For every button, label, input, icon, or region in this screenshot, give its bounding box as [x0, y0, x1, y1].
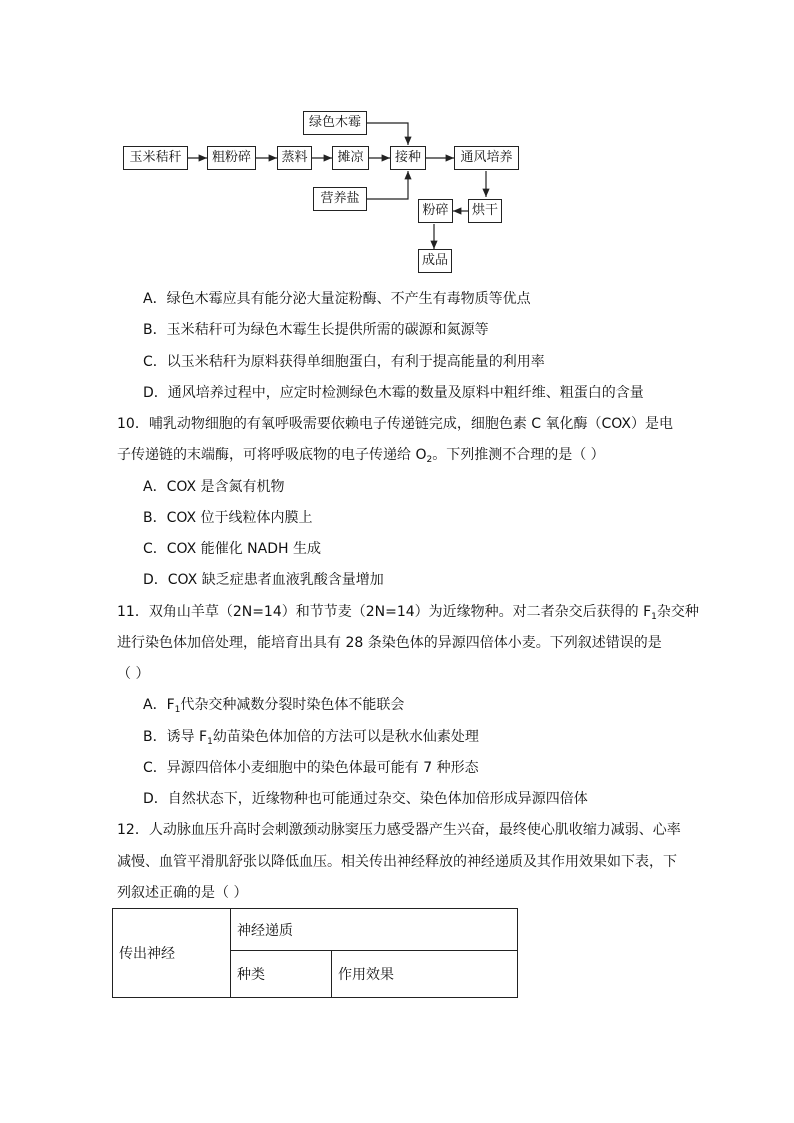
- q9-option-c: C．以玉米秸秆为原料获得单细胞蛋白，有利于提高能量的利用率: [143, 354, 545, 370]
- flow-node-corn-straw: 玉米秸秆: [123, 146, 188, 170]
- flow-node-nutrient-salt: 营养盐: [313, 187, 367, 211]
- flow-node-inoculate: 接种: [390, 146, 426, 170]
- flowchart-arrows: [0, 0, 794, 290]
- q12-stem-line1: 12．人动脉血压升高时会刺激颈动脉窦压力感受器产生兴奋，最终使心肌收缩力减弱、心率: [117, 822, 681, 838]
- q9-option-d: D．通风培养过程中，应定时检测绿色木霉的数量及原料中粗纤维、粗蛋白的含量: [143, 385, 644, 401]
- q10-option-d: D．COX 缺乏症患者血液乳酸含量增加: [143, 572, 384, 588]
- q10-option-a: A．COX 是含氮有机物: [143, 479, 285, 495]
- flow-node-trichoderma: 绿色木霉: [303, 111, 367, 135]
- q12-stem-line2: 减慢、血管平滑肌舒张以降低血压。相关传出神经释放的神经递质及其作用效果如下表，下: [117, 854, 677, 870]
- table-header-effect: 作用效果: [332, 951, 518, 998]
- q11-option-c: C．异源四倍体小麦细胞中的染色体最可能有 7 种形态: [143, 760, 479, 776]
- q11-option-d: D．自然状态下，近缘物种也可能通过杂交、染色体加倍形成异源四倍体: [143, 791, 588, 807]
- q11-option-a: A．$F_1$代杂交种减数分裂时染色体不能联会: [143, 697, 405, 715]
- flow-node-grind: 粉碎: [418, 199, 453, 223]
- q11-stem-line2: 进行染色体加倍处理，能培育出具有 28 条染色体的异源四倍体小麦。下列叙述错误的是: [117, 635, 662, 651]
- flow-node-spread-cool: 摊凉: [332, 146, 369, 170]
- flow-node-aerated-culture: 通风培养: [454, 146, 519, 170]
- q10-stem-line2: 子传递链的末端酶，可将呼吸底物的电子传递给 $O_2$。下列推测不合理的是（ ）: [117, 447, 605, 465]
- q11-option-b: B．诱导 $F_1$幼苗染色体加倍的方法可以是秋水仙素处理: [143, 729, 479, 747]
- q9-option-b: B．玉米秸秆可为绿色木霉生长提供所需的碳源和氮源等: [143, 322, 489, 338]
- flow-node-product: 成品: [418, 249, 452, 273]
- table-header-neurotransmitter: 神经递质: [231, 909, 518, 951]
- table-header-efferent-nerve: 传出神经: [113, 909, 231, 998]
- flow-node-steam: 蒸料: [277, 146, 312, 170]
- flow-node-dry: 烘干: [468, 199, 502, 223]
- q10-option-b: B．COX 位于线粒体内膜上: [143, 510, 313, 526]
- table-header-type: 种类: [231, 951, 332, 998]
- neurotransmitter-table: [112, 908, 518, 998]
- flow-node-coarse-crush: 粗粉碎: [207, 146, 256, 170]
- q11-stem-line1: 11．双角山羊草（2N=14）和节节麦（2N=14）为近缘物种。对二者杂交后获得的 $F_1$杂交种: [117, 604, 699, 622]
- q9-option-a: A．绿色木霉应具有能分泌大量淀粉酶、不产生有毒物质等优点: [143, 291, 531, 307]
- q10-option-c: C．COX 能催化 NADH 生成: [143, 541, 321, 557]
- q11-stem-line3: （ ）: [117, 666, 150, 682]
- q10-stem-line1: 10．哺乳动物细胞的有氧呼吸需要依赖电子传递链完成，细胞色素 C 氧化酶（COX）是电: [117, 416, 673, 432]
- q12-stem-line3: 列叙述正确的是（ ）: [117, 885, 248, 901]
